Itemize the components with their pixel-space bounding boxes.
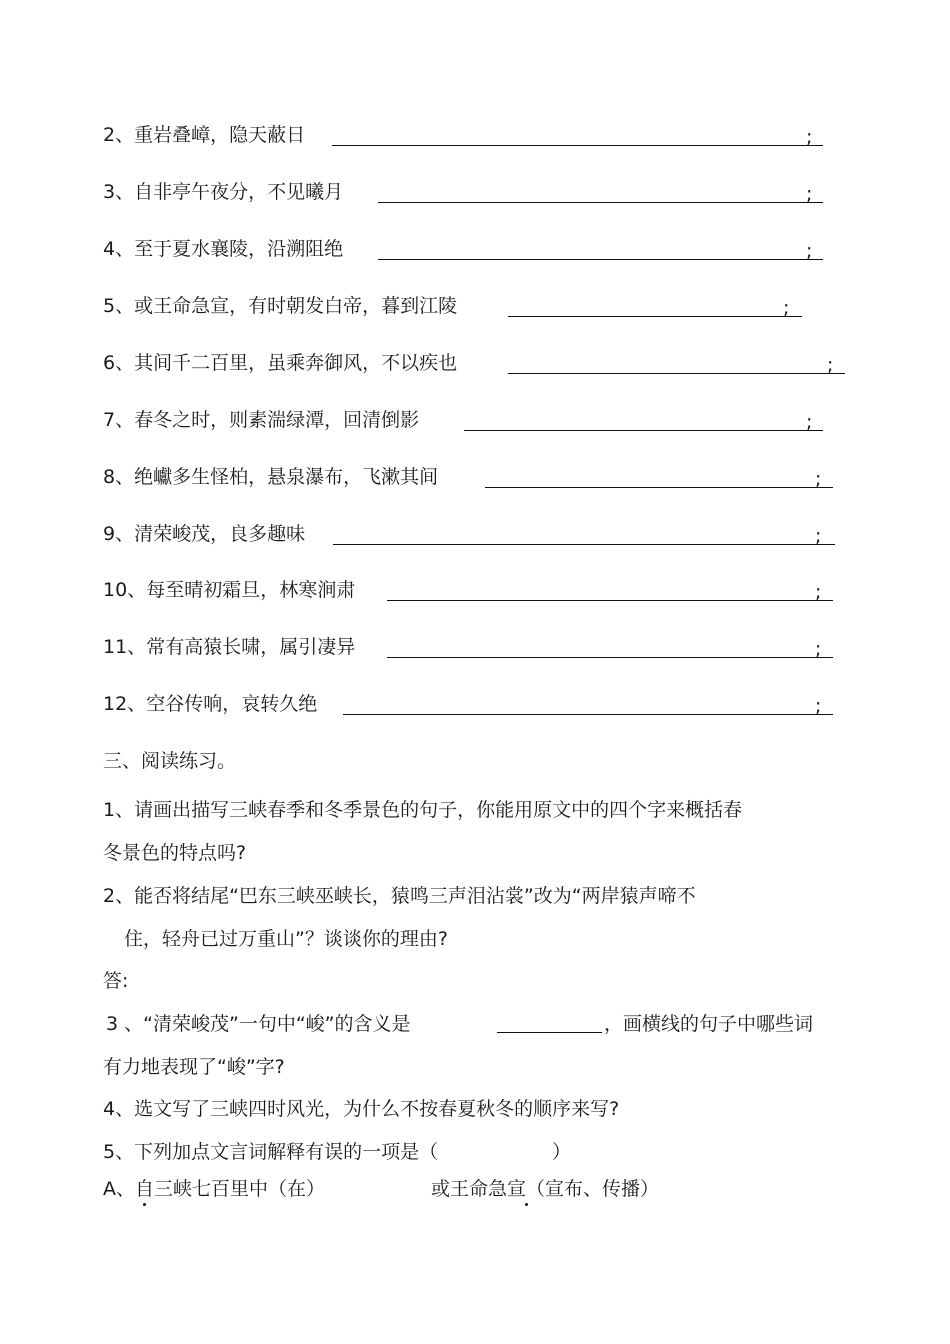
answer-blank-line[interactable] <box>485 487 833 488</box>
fill-item-prompt <box>103 294 457 318</box>
semicolon: ; <box>815 525 822 547</box>
question-2-line-2: 住，轻舟已过万重山”？谈谈你的理由? <box>124 928 448 950</box>
answer-blank-line[interactable] <box>387 600 833 601</box>
answer-blank-line[interactable] <box>508 373 845 374</box>
question-4: 4、选文写了三峡四时风光，为什么不按春夏秋冬的顺序来写? <box>103 1098 620 1120</box>
fill-item-prompt <box>103 180 343 204</box>
answer-blank-line[interactable] <box>508 316 802 317</box>
semicolon: ; <box>827 354 834 376</box>
semicolon: ; <box>783 297 790 319</box>
semicolon: ; <box>815 468 822 490</box>
fill-item-prompt <box>103 351 457 375</box>
option-a-label: A、 <box>103 1178 135 1200</box>
fill-item-number: 7、 <box>103 409 135 431</box>
fill-item-text: 或王命急宣，有时朝发白帝，暮到江陵 <box>134 295 458 317</box>
semicolon: ; <box>815 581 822 603</box>
answer-blank-line[interactable] <box>387 657 833 658</box>
fill-item-text: 空谷传响，哀转久绝 <box>146 693 318 715</box>
fill-item-text: 至于夏水襄陵，沿溯阻绝 <box>134 238 344 260</box>
fill-item-text: 重岩叠嶂，隐天蔽日 <box>134 124 306 146</box>
answer-label: 答: <box>103 970 129 992</box>
fill-item-text: 春冬之时，则素湍绿潭，回清倒影 <box>134 409 420 431</box>
emphasis-dot <box>143 1203 146 1206</box>
option-a-item-1: 自三峡七百里中（在） <box>135 1178 326 1200</box>
fill-item-number: 4、 <box>103 238 135 260</box>
fill-item-prompt <box>103 408 419 432</box>
answer-blank-line[interactable] <box>378 202 823 203</box>
fill-item-prompt <box>103 237 343 261</box>
section-title: 三、阅读练习。 <box>103 750 237 772</box>
fill-item-number: 12、 <box>103 693 147 715</box>
answer-blank-line[interactable] <box>332 145 823 146</box>
fill-item-number: 9、 <box>103 523 135 545</box>
question-5-part-1: 5、下列加点文言词解释有误的一项是（ <box>103 1141 439 1163</box>
semicolon: ; <box>806 183 813 205</box>
emphasis-dot <box>525 1203 528 1206</box>
fill-item-prompt <box>103 123 305 147</box>
question-2-line-1: 2、能否将结尾“巴东三峡巫峡长，猿鸣三声泪沾裳”改为“两岸猿声啼不 <box>103 885 696 907</box>
answer-blank-line[interactable] <box>378 259 823 260</box>
fill-item-prompt <box>103 465 438 489</box>
question-3-line-2: 有力地表现了“峻”字? <box>103 1056 285 1078</box>
fill-item-text: 每至晴初霜旦，林寒涧肃 <box>146 579 356 601</box>
fill-item-number: 2、 <box>103 124 135 146</box>
fill-item-number: 5、 <box>103 295 135 317</box>
answer-blank-line[interactable] <box>464 430 823 431</box>
question-5-part-2: ） <box>552 1141 572 1163</box>
fill-item-prompt <box>103 578 355 602</box>
answer-blank-line[interactable] <box>333 544 835 545</box>
question-3-blank[interactable] <box>497 1032 602 1033</box>
semicolon: ; <box>806 411 813 433</box>
option-a-item-2: 或王命急宣（宣布、传播） <box>431 1178 660 1200</box>
fill-item-number: 3、 <box>103 181 135 203</box>
fill-item-text: 绝巘多生怪柏，悬泉瀑布，飞漱其间 <box>134 466 439 488</box>
fill-item-text: 其间千二百里，虽乘奔御风，不以疾也 <box>134 352 458 374</box>
answer-blank-line[interactable] <box>343 714 833 715</box>
fill-item-prompt <box>103 522 305 546</box>
fill-item-prompt <box>103 692 317 716</box>
question-3-part-1: 3 、“清荣峻茂”一句中“峻”的含义是 <box>106 1013 411 1035</box>
fill-item-number: 11、 <box>103 636 147 658</box>
semicolon: ; <box>806 126 813 148</box>
question-3-part-2: ，画横线的句子中哪些词 <box>604 1013 814 1035</box>
fill-item-prompt <box>103 635 355 659</box>
fill-item-text: 清荣峻茂，良多趣味 <box>134 523 306 545</box>
fill-item-text: 常有高猿长啸，属引凄异 <box>146 636 356 658</box>
fill-item-number: 10、 <box>103 579 147 601</box>
question-1-line-1: 1、请画出描写三峡春季和冬季景色的句子，你能用原文中的四个字来概括春 <box>103 799 743 821</box>
fill-item-number: 8、 <box>103 466 135 488</box>
semicolon: ; <box>815 695 822 717</box>
semicolon: ; <box>815 638 822 660</box>
fill-item-number: 6、 <box>103 352 135 374</box>
semicolon: ; <box>806 240 813 262</box>
question-1-line-2: 冬景色的特点吗? <box>103 842 247 864</box>
fill-item-text: 自非亭午夜分，不见曦月 <box>134 181 344 203</box>
